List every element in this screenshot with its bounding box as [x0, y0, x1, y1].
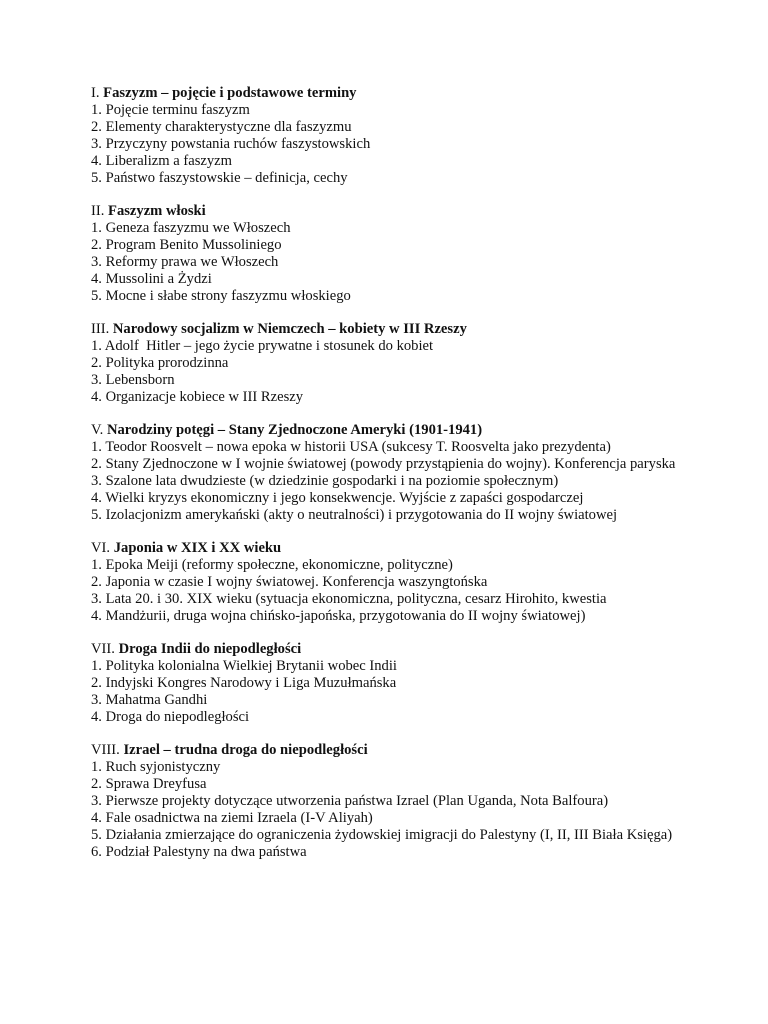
section-number: V.: [91, 422, 104, 438]
section-3: [91, 321, 683, 406]
section-heading: [91, 321, 683, 338]
section-number: I.: [91, 85, 100, 101]
section-heading: [91, 641, 683, 658]
topic-item: 3. Pierwsze projekty dotyczące utworzenia państwa Izrael (Plan Uganda, Nota Balfoura): [91, 793, 609, 809]
section-number: VII.: [91, 641, 115, 657]
topic-item: 3. Reformy prawa we Włoszech: [91, 254, 279, 270]
topic-item: 5. Państwo faszystowskie – definicja, cechy: [91, 170, 348, 186]
document-page: [91, 85, 683, 877]
section-number: II.: [91, 203, 105, 219]
topic-item: 1. Geneza faszyzmu we Włoszech: [91, 220, 291, 236]
section-heading: [91, 742, 683, 759]
topic-list: [91, 557, 683, 625]
topic-list: [91, 220, 683, 305]
topic-item: 5. Izolacjonizm amerykański (akty o neutralności) i przygotowania do II wojny światowej: [91, 507, 618, 523]
topic-item: 2. Program Benito Mussoliniego: [91, 237, 282, 253]
topic-item: 4. Fale osadnictwa na ziemi Izraela (I-V Aliyah): [91, 810, 373, 826]
topic-item: 4. Organizacje kobiece w III Rzeszy: [91, 389, 304, 405]
topic-list: [91, 439, 683, 524]
section-7: [91, 641, 683, 726]
topic-item: 3. Szalone lata dwudzieste (w dziedzinie gospodarki i na poziomie społecznym): [91, 473, 559, 489]
section-title: Izrael – trudna droga do niepodległości: [123, 742, 368, 758]
topic-list: [91, 759, 683, 861]
topic-item: 3. Przyczyny powstania ruchów faszystowskich: [91, 136, 371, 152]
topic-item: 6. Podział Palestyny na dwa państwa: [91, 844, 307, 860]
topic-item: 1. Polityka kolonialna Wielkiej Brytanii wobec Indii: [91, 658, 397, 674]
topic-item: 1. Ruch syjonistyczny: [91, 759, 221, 775]
topic-list: [91, 102, 683, 187]
section-title: Faszyzm włoski: [108, 203, 206, 219]
topic-item: 2. Polityka prorodzinna: [91, 355, 229, 371]
section-title: Droga Indii do niepodległości: [118, 641, 302, 657]
topic-item: 4. Mandżurii, druga wojna chińsko-japońska, przygotowania do II wojny światowej): [91, 608, 586, 624]
section-title: Japonia w XIX i XX wieku: [113, 540, 282, 556]
section-title: Narodowy socjalizm w Niemczech – kobiety w III Rzeszy: [112, 321, 467, 337]
topic-item: 2. Sprawa Dreyfusa: [91, 776, 207, 792]
topic-item: 2. Indyjski Kongres Narodowy i Liga Muzułmańska: [91, 675, 397, 691]
topic-item: 4. Mussolini a Żydzi: [91, 271, 212, 287]
topic-item: 4. Liberalizm a faszyzm: [91, 153, 233, 169]
topic-item: 4. Droga do niepodległości: [91, 709, 250, 725]
topic-item: 1. Epoka Meiji (reformy społeczne, ekonomiczne, polityczne): [91, 557, 453, 573]
section-heading: [91, 203, 683, 220]
section-number: VI.: [91, 540, 111, 556]
topic-item: 2. Stany Zjednoczone w I wojnie światowej (powody przystąpienia do wojny). Konferencja paryska: [91, 456, 676, 472]
section-heading: [91, 422, 683, 439]
section-1: [91, 85, 683, 187]
topic-item: 5. Działania zmierzające do ograniczenia żydowskiej imigracji do Palestyny (I, II, III Biała Księga): [91, 827, 673, 843]
topic-item: 1. Teodor Roosvelt – nowa epoka w historii USA (sukcesy T. Roosvelta jako prezydenta): [91, 439, 611, 455]
section-heading: [91, 540, 683, 557]
topic-item: 2. Japonia w czasie I wojny światowej. Konferencja waszyngtońska: [91, 574, 488, 590]
section-title: Narodziny potęgi – Stany Zjednoczone Ameryki (1901-1941): [106, 422, 483, 438]
section-2: [91, 203, 683, 305]
section-8: [91, 742, 683, 861]
topic-item: 1. Pojęcie terminu faszyzm: [91, 102, 250, 118]
section-number: III.: [91, 321, 110, 337]
section-heading: [91, 85, 683, 102]
section-5: [91, 422, 683, 524]
section-6: [91, 540, 683, 625]
topic-item: 3. Lata 20. i 30. XIX wieku (sytuacja ekonomiczna, polityczna, cesarz Hirohito, kwestia: [91, 591, 607, 607]
section-number: VIII.: [91, 742, 120, 758]
topic-item: 4. Wielki kryzys ekonomiczny i jego konsekwencje. Wyjście z zapaści gospodarczej: [91, 490, 584, 506]
topic-item: 1. Adolf Hitler – jego życie prywatne i stosunek do kobiet: [91, 338, 434, 354]
topic-list: [91, 658, 683, 726]
topic-item: 5. Mocne i słabe strony faszyzmu włoskiego: [91, 288, 351, 304]
topic-list: [91, 338, 683, 406]
section-title: Faszyzm – pojęcie i podstawowe terminy: [103, 85, 357, 101]
topic-item: 3. Lebensborn: [91, 372, 175, 388]
topic-item: 2. Elementy charakterystyczne dla faszyzmu: [91, 119, 352, 135]
topic-item: 3. Mahatma Gandhi: [91, 692, 208, 708]
